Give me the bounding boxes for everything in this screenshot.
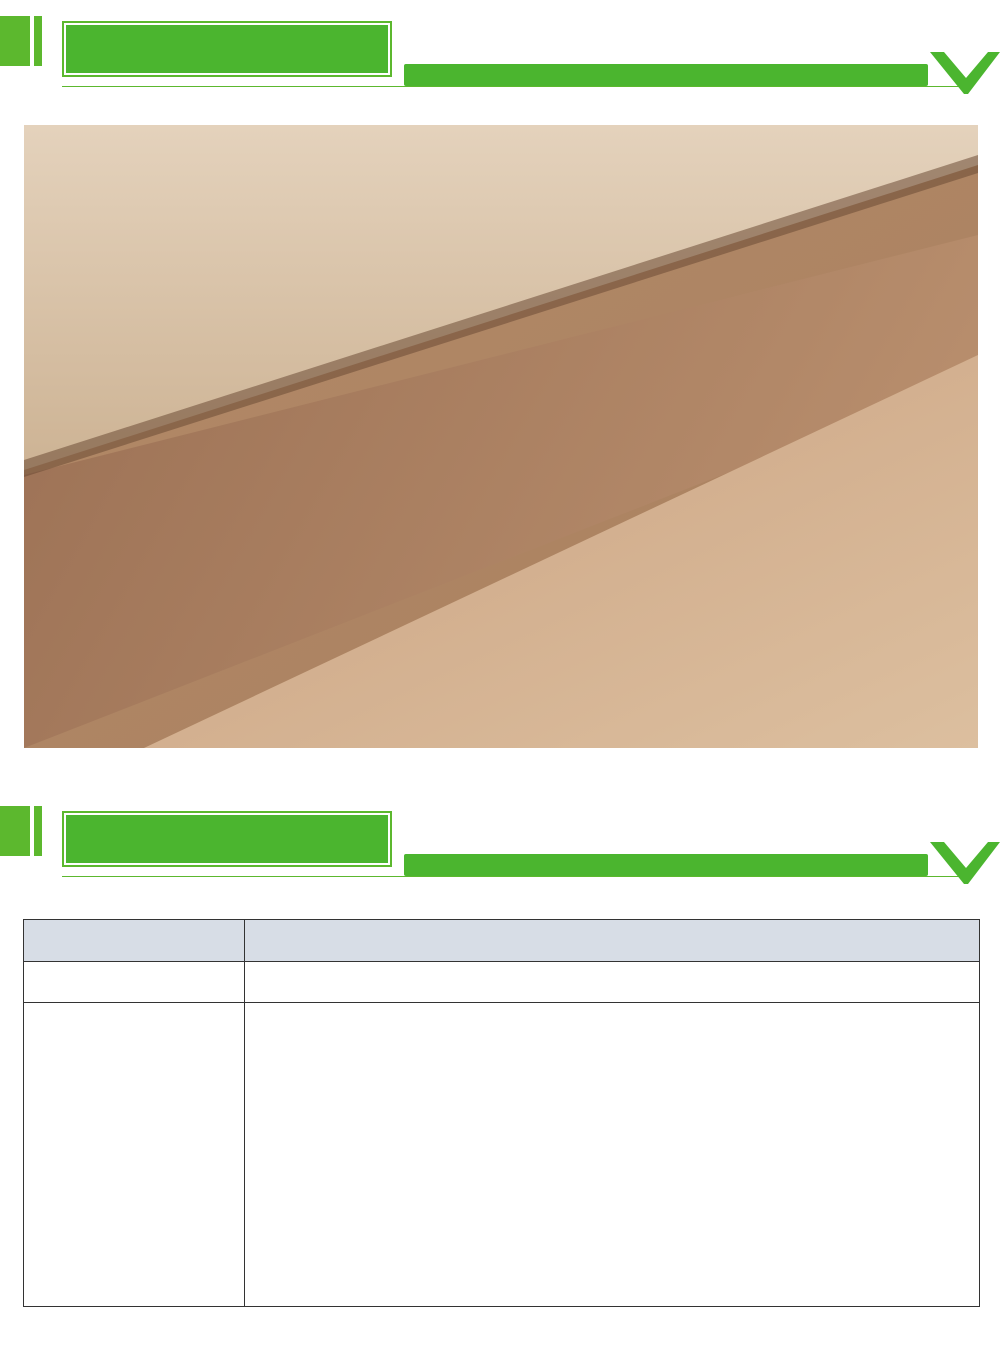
column-header-item xyxy=(24,920,245,962)
section-header-information xyxy=(0,798,1000,878)
chevron-strip-decoration xyxy=(404,64,928,86)
row-value xyxy=(245,1003,980,1307)
product-info-table xyxy=(23,919,980,1307)
column-header-details xyxy=(245,920,980,962)
table-row xyxy=(24,1003,980,1307)
title-plate xyxy=(66,815,388,863)
decor-bar xyxy=(34,16,42,66)
check-mark-icon xyxy=(930,48,1000,96)
decor-bar xyxy=(0,16,30,66)
divider xyxy=(62,876,962,877)
row-label xyxy=(24,962,245,1003)
chevron-strip-decoration xyxy=(404,854,928,876)
section-header-display xyxy=(0,8,1000,88)
check-mark-icon xyxy=(930,838,1000,886)
plywood-image xyxy=(24,125,978,748)
title-plate xyxy=(66,25,388,73)
decor-bar xyxy=(34,806,42,856)
table-row xyxy=(24,962,980,1003)
table-header-row xyxy=(24,920,980,962)
row-value xyxy=(245,962,980,1003)
row-label xyxy=(24,1003,245,1307)
product-photo xyxy=(24,125,978,748)
divider xyxy=(62,86,962,87)
decor-bar xyxy=(0,806,30,856)
